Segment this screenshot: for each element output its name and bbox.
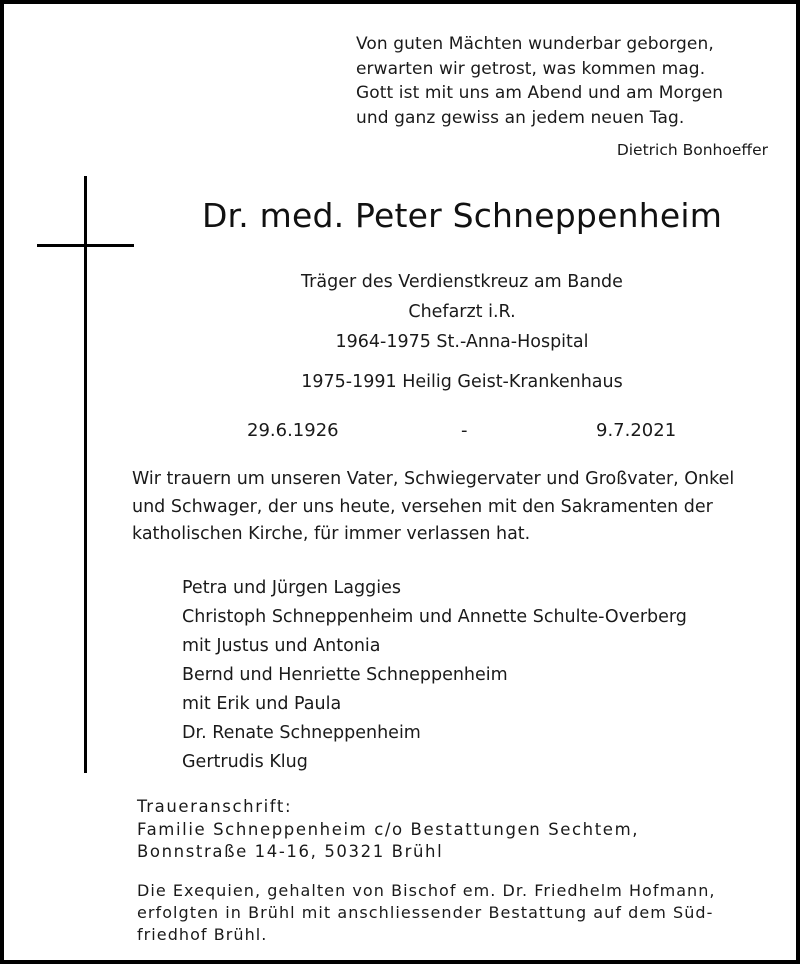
death-date: 9.7.2021	[596, 420, 677, 441]
mourning-line: und Schwager, der uns heute, versehen mit den Sakramenten der	[132, 496, 713, 517]
poem-line: Von guten Mächten wunderbar geborgen,	[356, 34, 714, 54]
funeral-line: Die Exequien, gehalten von Bischof em. Dr. Friedhelm Hofmann,	[137, 881, 716, 900]
cross-vertical-bar	[84, 176, 87, 773]
poem-line: und ganz gewiss an jedem neuen Tag.	[356, 107, 685, 128]
address-label: Traueranschrift:	[137, 797, 293, 816]
family-member: Petra und Jürgen Laggies	[182, 578, 401, 598]
mourning-line: katholischen Kirche, für immer verlassen hat.	[132, 524, 531, 544]
funeral-line: erfolgten in Brühl mit anschliessender Bestattung auf dem Süd-	[137, 903, 714, 922]
family-member: Christoph Schneppenheim und Annette Schulte-Overberg	[182, 607, 687, 627]
cross-horizontal-bar	[37, 244, 134, 247]
family-member: mit Justus und Antonia	[182, 636, 381, 656]
career-line-1: 1964-1975 St.-Anna-Hospital	[335, 332, 589, 352]
poem-author: Dietrich Bonhoeffer	[616, 141, 768, 159]
poem-line: Gott ist mit uns am Abend und am Morgen	[356, 83, 724, 103]
poem	[356, 32, 723, 130]
address-line: Bonnstraße 14-16, 50321 Brühl	[137, 842, 444, 861]
family-member: mit Erik und Paula	[182, 694, 342, 714]
deceased-name: Dr. med. Peter Schneppenheim	[201, 196, 723, 235]
honor-line: Träger des Verdienstkreuz am Bande	[301, 272, 623, 292]
poem-line: erwarten wir getrost, was kommen mag.	[356, 58, 706, 79]
family-list	[182, 574, 687, 777]
position-line: Chefarzt i.R.	[408, 302, 516, 322]
date-separator: -	[461, 420, 468, 441]
mourning-text	[132, 466, 734, 549]
family-member: Dr. Renate Schneppenheim	[182, 723, 421, 743]
funeral-notice	[137, 880, 716, 946]
address-line: Familie Schneppenheim c/o Bestattungen Sechtem,	[137, 819, 640, 839]
career-line-2: 1975-1991 Heilig Geist-Krankenhaus	[301, 372, 623, 392]
family-member: Gertrudis Klug	[182, 752, 308, 772]
family-member: Bernd und Henriette Schneppenheim	[182, 665, 508, 685]
mourning-address	[137, 796, 639, 864]
funeral-line: friedhof Brühl.	[137, 925, 268, 944]
mourning-line: Wir trauern um unseren Vater, Schwiegervater und Großvater, Onkel	[132, 469, 735, 489]
birth-date: 29.6.1926	[247, 420, 339, 441]
